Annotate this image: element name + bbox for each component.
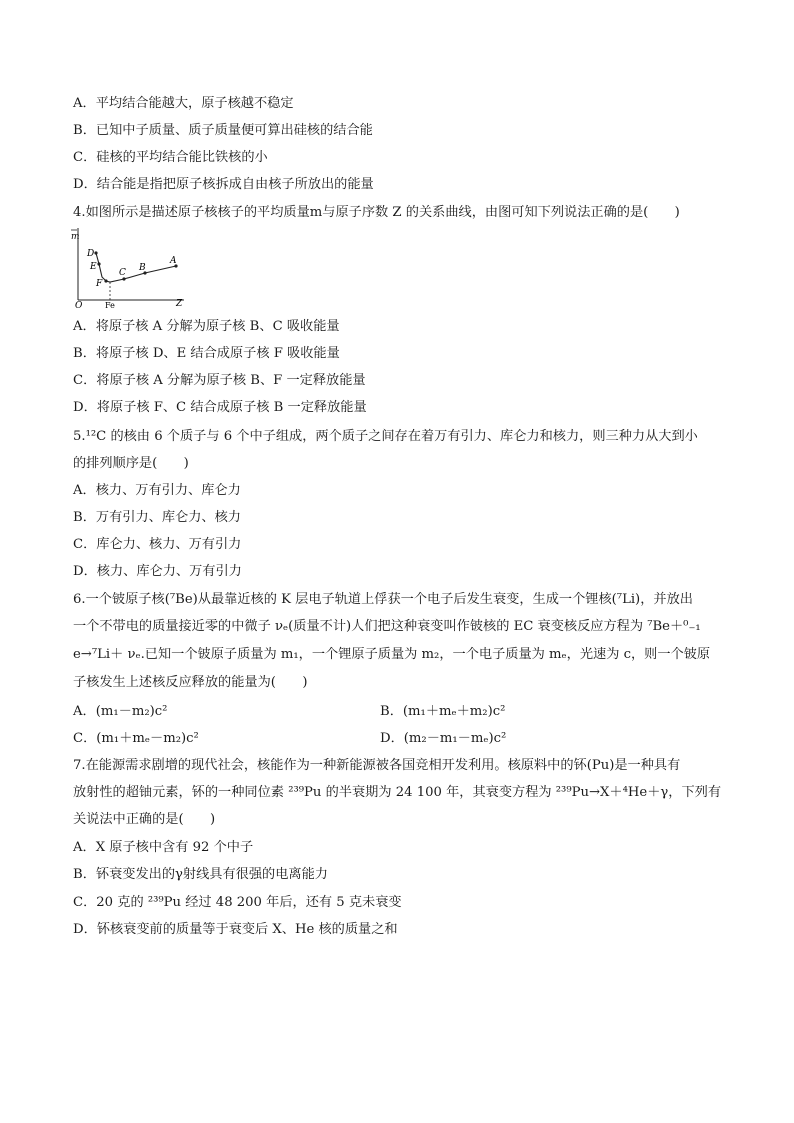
q5-option-c: C．库仑力、核力、万有引力 (73, 537, 242, 552)
q5-stem-line1: 5.¹²C 的核由 6 个质子与 6 个中子组成，两个质子之间存在着万有引力、库仑力和核力，则三种力从大到小 (73, 429, 698, 444)
q7-option-a: A．X 原子核中含有 92 个中子 (73, 840, 254, 855)
q5-option-d: D．核力、库仑力、万有引力 (73, 564, 242, 579)
q5-option-b: B．万有引力、库仑力、核力 (73, 510, 241, 525)
q4-option-c: C．将原子核 A 分解为原子核 B、F 一定释放能量 (73, 373, 366, 388)
q6-stem-line1: 6.一个铍原子核(⁷Be)从最靠近核的 K 层电子轨道上俘获一个电子后发生衰变，生成一个锂核(⁷Li)，并放出 (73, 592, 693, 607)
y-axis-label: m (71, 232, 80, 242)
label-c: C (119, 268, 126, 278)
q3-option-a: A．平均结合能越大，原子核越不稳定 (73, 96, 294, 111)
q6-stem-line2: 一个不带电的质量接近零的中微子 νₑ(质量不计)人们把这种衰变叫作铍核的 EC 衰变核反应方程为 ⁷Be＋⁰₋₁ (73, 619, 701, 634)
q6-option-c: C．(m₁＋mₑ－m₂)c² (73, 731, 199, 746)
label-a: A (170, 256, 177, 266)
q3-option-d: D．结合能是指把原子核拆成自由核子所放出的能量 (73, 177, 374, 192)
q6-option-d: D．(m₂－m₁－mₑ)c² (380, 731, 507, 746)
q7-option-c: C．20 克的 ²³⁹Pu 经过 48 200 年后，还有 5 克未衰变 (73, 895, 402, 910)
x-axis-label: Z (176, 299, 183, 309)
q5-stem-line2: 的排列顺序是( ) (73, 456, 189, 471)
point-f (104, 279, 107, 282)
q4-stem: 4.如图所示是描述原子核核子的平均质量m与原子序数 Z 的关系曲线，由图可知下列说法正确的是( ) (73, 205, 680, 220)
q6-stem-line3: e→⁷Li＋ νₑ.已知一个铍原子质量为 m₁，一个锂原子质量为 m₂，一个电子质量为 mₑ，光速为 c，则一个铍原 (73, 647, 711, 662)
q3-option-c: C．硅核的平均结合能比铁核的小 (73, 150, 268, 165)
mass-vs-z-graph (66, 224, 196, 312)
q6-option-a: A．(m₁－m₂)c² (73, 704, 168, 719)
q6-option-b: B．(m₁＋mₑ＋m₂)c² (380, 704, 506, 719)
q4-option-d: D．将原子核 F、C 结合成原子核 B 一定释放能量 (73, 400, 367, 415)
curve-line (96, 253, 176, 282)
q4-option-b: B．将原子核 D、E 结合成原子核 F 吸收能量 (73, 346, 340, 361)
q7-option-b: B．钚衰变发出的γ射线具有很强的电离能力 (73, 867, 328, 882)
q7-stem-line2: 放射性的超铀元素，钚的一种同位素 ²³⁹Pu 的半衰期为 24 100 年，其衰变方程为 ²³⁹Pu→X＋⁴He＋γ，下列有 (73, 785, 722, 800)
q5-option-a: A．核力、万有引力、库仑力 (73, 483, 241, 498)
q3-option-b: B．已知中子质量、质子质量便可算出硅核的结合能 (73, 123, 373, 138)
fe-label: Fe (105, 301, 115, 310)
origin-label: O (75, 301, 83, 311)
point-d (94, 251, 97, 254)
label-f: F (96, 279, 103, 289)
q4-option-a: A．将原子核 A 分解为原子核 B、C 吸收能量 (73, 319, 340, 334)
label-e: E (90, 262, 97, 272)
q7-option-d: D．钚核衰变前的质量等于衰变后 X、He 核的质量之和 (73, 922, 398, 937)
q6-stem-line4: 子核发生上述核反应释放的能量为( ) (73, 675, 308, 690)
point-e (97, 262, 100, 265)
q7-stem-line1: 7.在能源需求剧增的现代社会，核能作为一种新能源被各国竞相开发利用。核原料中的钚(Pu)是一种具有 (73, 758, 681, 773)
label-d: D (87, 249, 95, 259)
q7-stem-line3: 关说法中正确的是( ) (73, 812, 216, 827)
label-b: B (139, 263, 146, 273)
